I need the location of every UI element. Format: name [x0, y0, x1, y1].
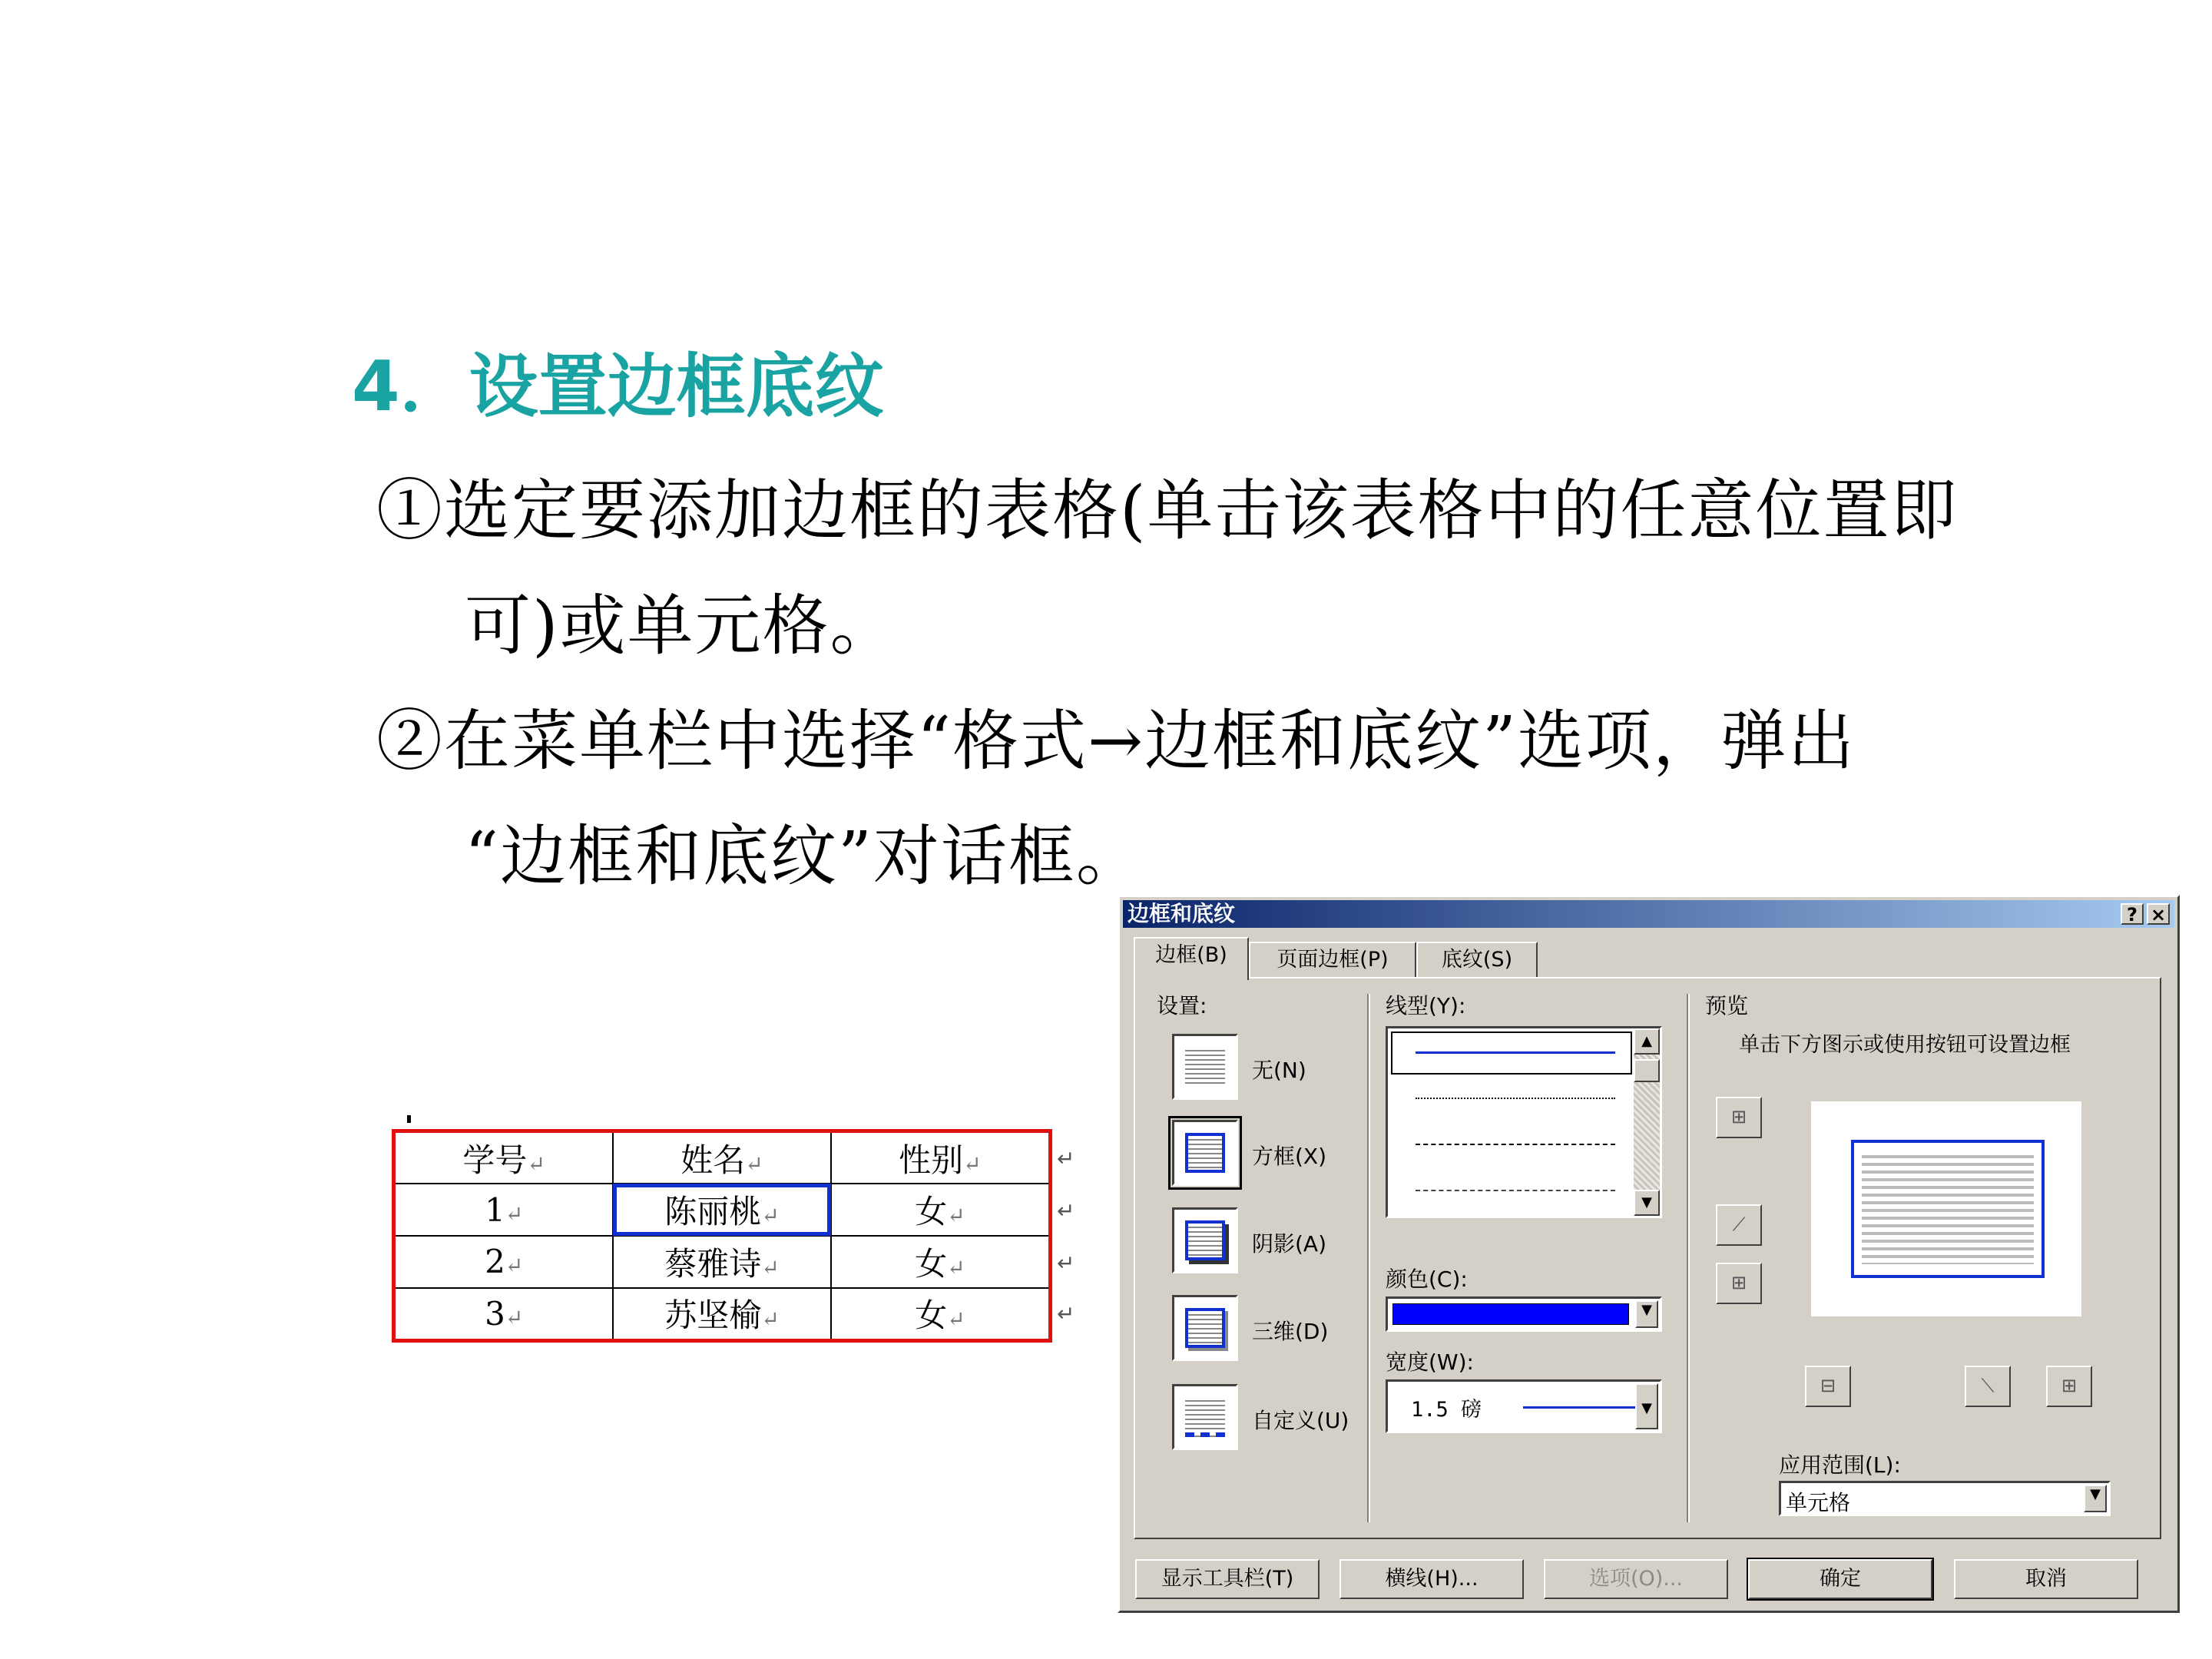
- line-style-label: 线型(Y):: [1386, 993, 1466, 1018]
- setting-shadow-label[interactable]: 阴影(A): [1252, 1231, 1327, 1257]
- slide-title: 4．设置边框底纹: [352, 346, 884, 427]
- chevron-down-icon[interactable]: ▼: [1635, 1300, 1658, 1328]
- width-label: 宽度(W):: [1386, 1349, 1474, 1375]
- close-button[interactable]: ×: [2147, 903, 2170, 925]
- preview-box: [1851, 1140, 2045, 1278]
- show-toolbar-button[interactable]: 显示工具栏(T): [1135, 1559, 1320, 1599]
- ok-button[interactable]: 确定: [1748, 1559, 1932, 1599]
- chevron-down-icon[interactable]: ▼: [2084, 1485, 2107, 1512]
- row-end-mark: ↵: [1057, 1146, 1075, 1171]
- horizontal-line-button[interactable]: 横线(H)...: [1339, 1559, 1524, 1599]
- table-header-row: [396, 1133, 1048, 1184]
- setting-custom-label[interactable]: 自定义(U): [1252, 1408, 1349, 1433]
- table-cell[interactable]: 蔡雅诗↵: [613, 1236, 830, 1288]
- table-cell[interactable]: 苏坚榆↵: [613, 1288, 830, 1339]
- bullet-1-line-1: ①选定要添加边框的表格(单击该表格中的任意位置即: [376, 472, 1959, 549]
- table-row: [396, 1236, 1048, 1288]
- scroll-up-icon[interactable]: ▲: [1634, 1028, 1660, 1055]
- setting-custom-icon[interactable]: [1172, 1384, 1238, 1450]
- line-style-list[interactable]: [1386, 1026, 1662, 1218]
- header-cell[interactable]: 学号↵: [396, 1133, 613, 1184]
- border-bottom-icon[interactable]: ⊞: [1716, 1263, 1762, 1304]
- row-end-mark: ↵: [1057, 1301, 1075, 1326]
- scroll-thumb[interactable]: [1634, 1059, 1660, 1082]
- table-row: [396, 1184, 1048, 1236]
- column-divider: [1367, 994, 1370, 1522]
- setting-box-icon[interactable]: [1172, 1120, 1238, 1186]
- table-cell[interactable]: 3↵: [396, 1288, 613, 1339]
- tab-page-border[interactable]: 页面边框(P): [1249, 942, 1416, 979]
- help-button[interactable]: ?: [2121, 903, 2144, 925]
- bullet-2-line-2: “边框和底纹”对话框。: [465, 818, 1144, 895]
- border-diagonal-icon[interactable]: ⟋: [1716, 1204, 1762, 1246]
- table-cell[interactable]: 1↵: [396, 1184, 613, 1236]
- table-cell[interactable]: 女↵: [831, 1236, 1048, 1288]
- color-swatch: [1392, 1303, 1629, 1325]
- setting-none-label[interactable]: 无(N): [1252, 1058, 1306, 1083]
- settings-label: 设置:: [1157, 993, 1207, 1018]
- bullet-1-line-2: 可)或单元格。: [465, 588, 898, 664]
- setting-shadow-icon[interactable]: [1172, 1207, 1238, 1273]
- setting-box-label[interactable]: 方框(X): [1252, 1144, 1327, 1169]
- table-row: [396, 1288, 1048, 1339]
- dialog-title-bar[interactable]: [1123, 900, 2174, 928]
- setting-3d-label[interactable]: 三维(D): [1252, 1319, 1329, 1344]
- border-left-icon[interactable]: ⊟: [1805, 1366, 1851, 1407]
- apply-to-label: 应用范围(L):: [1779, 1452, 1901, 1478]
- color-dropdown[interactable]: [1386, 1296, 1662, 1332]
- border-right-icon[interactable]: ⊞: [2046, 1366, 2092, 1407]
- preview-label: 预览: [1705, 993, 1749, 1018]
- preview-hint: 单击下方图示或使用按钮可设置边框: [1739, 1033, 2071, 1057]
- dialog-title: 边框和底纹: [1128, 901, 1236, 926]
- border-preview[interactable]: [1811, 1101, 2081, 1316]
- borders-shading-dialog: [1118, 895, 2180, 1613]
- header-cell[interactable]: 性别↵: [831, 1133, 1048, 1184]
- row-end-mark: ↵: [1057, 1250, 1075, 1276]
- setting-none-icon[interactable]: [1172, 1034, 1238, 1100]
- tab-shading[interactable]: 底纹(S): [1416, 942, 1538, 979]
- borders-panel: [1134, 977, 2161, 1539]
- tab-borders[interactable]: 边框(B): [1134, 937, 1249, 980]
- table-cell[interactable]: 2↵: [396, 1236, 613, 1288]
- options-button[interactable]: 选项(O)...: [1544, 1559, 1728, 1599]
- bullet-2-line-1: ②在菜单栏中选择“格式→边框和底纹”选项，弹出: [376, 703, 1856, 780]
- header-cell[interactable]: 姓名↵: [613, 1133, 830, 1184]
- apply-to-value: 单元格: [1786, 1490, 1851, 1515]
- line-style-solid[interactable]: [1416, 1051, 1615, 1054]
- apply-to-dropdown[interactable]: [1779, 1481, 2111, 1516]
- cancel-button[interactable]: 取消: [1954, 1559, 2138, 1599]
- table-cell[interactable]: 女↵: [831, 1288, 1048, 1339]
- line-style-dotted[interactable]: [1416, 1098, 1615, 1099]
- border-diagonal-down-icon[interactable]: ⟍: [1965, 1366, 2011, 1407]
- line-style-scrollbar[interactable]: [1634, 1028, 1660, 1216]
- line-style-long-dash[interactable]: [1416, 1190, 1615, 1191]
- row-end-mark: ↵: [1057, 1198, 1075, 1224]
- border-top-icon[interactable]: ⊞: [1716, 1097, 1762, 1138]
- width-value: 1.5 磅: [1411, 1398, 1482, 1422]
- scroll-down-icon[interactable]: ▼: [1634, 1190, 1660, 1216]
- selected-table-cell[interactable]: 陈丽桃↵: [613, 1184, 830, 1236]
- width-line-sample: [1523, 1406, 1635, 1409]
- table-cell[interactable]: 女↵: [831, 1184, 1048, 1236]
- line-style-dashed[interactable]: [1416, 1144, 1615, 1145]
- color-label: 颜色(C):: [1386, 1267, 1468, 1292]
- width-dropdown[interactable]: [1386, 1379, 1662, 1433]
- sample-table[interactable]: [392, 1129, 1052, 1343]
- column-divider: [1687, 994, 1690, 1522]
- table-anchor-mark: [407, 1115, 411, 1123]
- chevron-down-icon[interactable]: ▼: [1635, 1383, 1658, 1429]
- setting-3d-icon[interactable]: [1172, 1295, 1238, 1361]
